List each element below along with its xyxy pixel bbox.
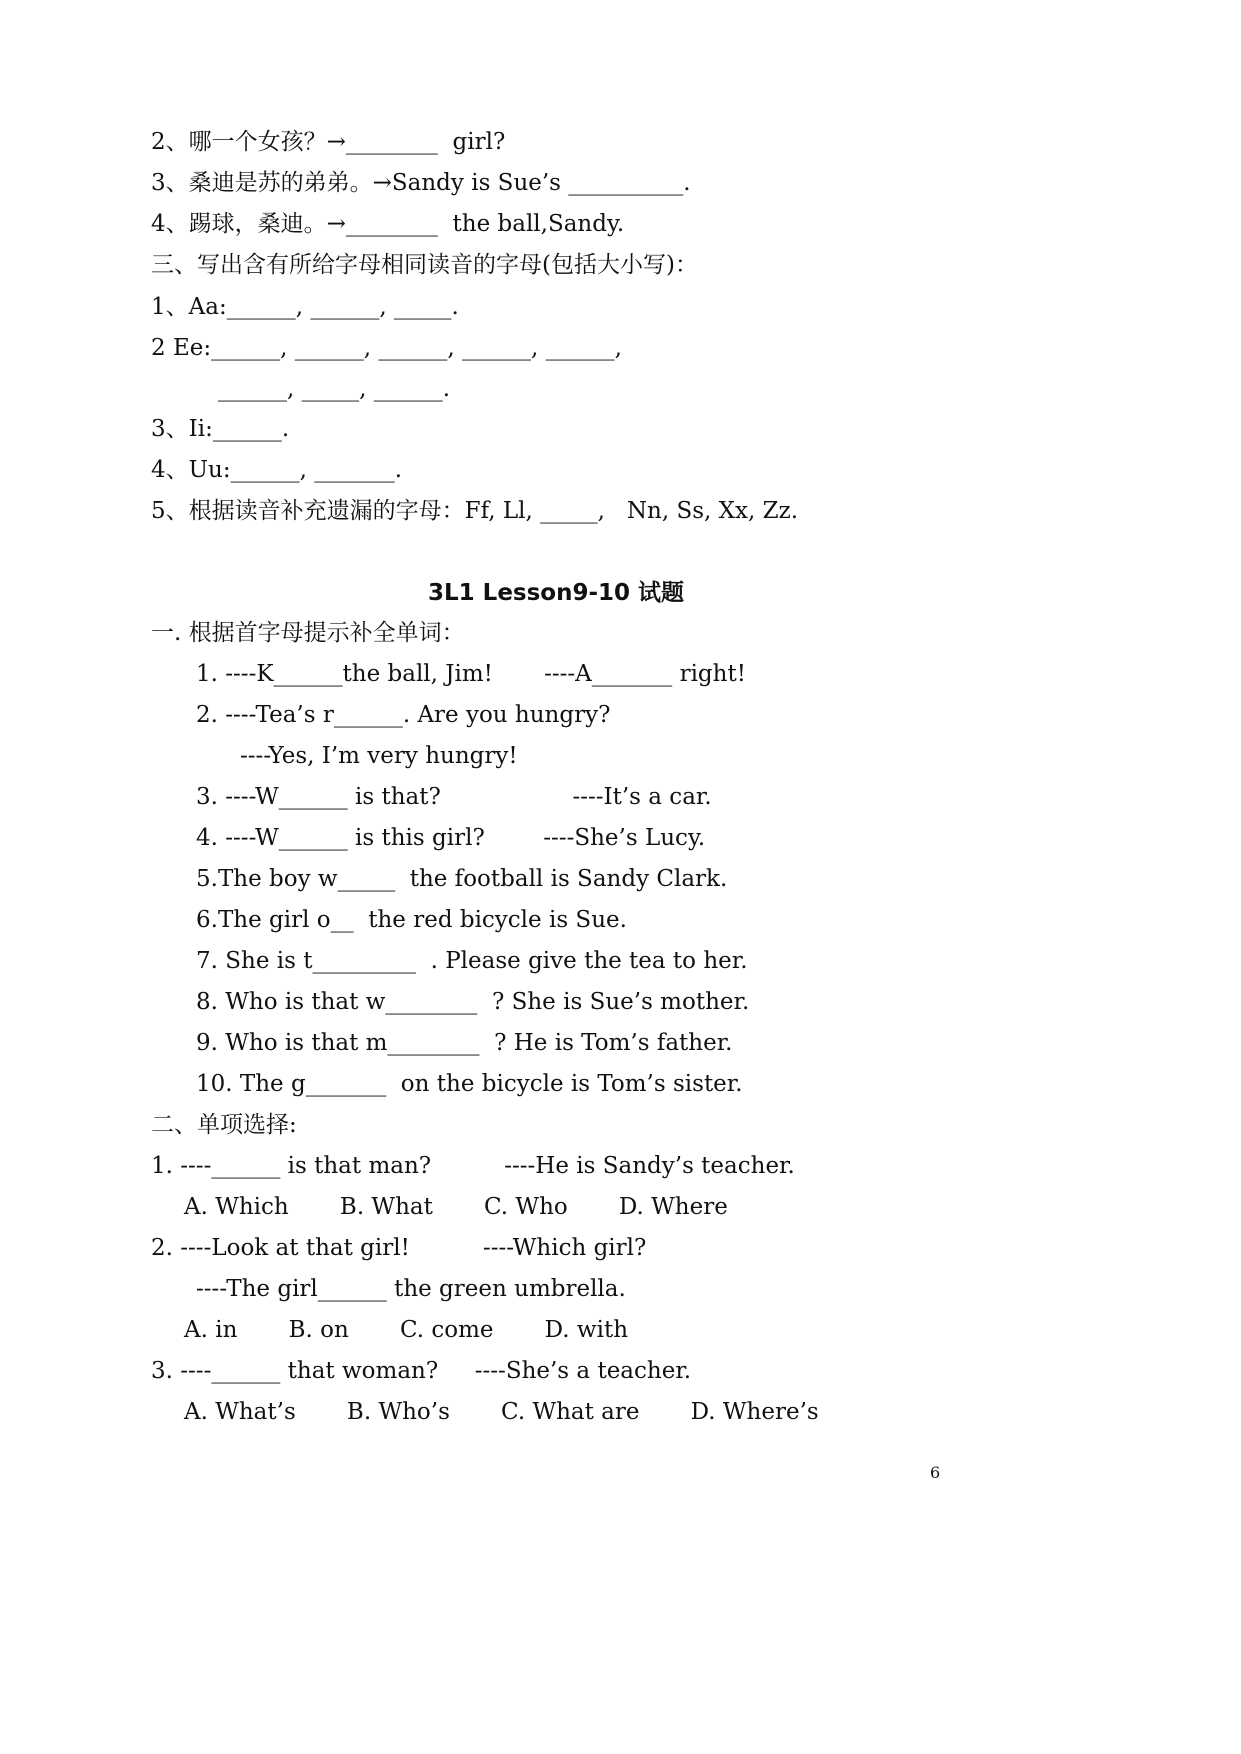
text-line: 4、Uu:______, _______. bbox=[151, 457, 403, 483]
section-title: 3L1 Lesson9-10 试题 bbox=[428, 580, 685, 606]
question-line: 10. The g_______ on the bicycle is Tom’s sister. bbox=[196, 1071, 743, 1097]
text-line: 4、踢球，桑迪。→________ the ball,Sandy. bbox=[151, 211, 625, 237]
question-line: 6.The girl o__ the red bicycle is Sue. bbox=[196, 907, 627, 933]
text-line: 3、Ii:______. bbox=[151, 416, 290, 442]
question-line: 8. Who is that w________ ? She is Sue’s mother. bbox=[196, 989, 750, 1015]
question-line: 1. ----K______the ball, Jim! ----A_______ right! bbox=[196, 661, 746, 687]
page-number: 6 bbox=[930, 1463, 941, 1482]
question-line: 5.The boy w_____ the football is Sandy Clark. bbox=[196, 866, 728, 892]
question-line: 9. Who is that m________ ? He is Tom’s father. bbox=[196, 1030, 733, 1056]
question-line: ----The girl______ the green umbrella. bbox=[196, 1276, 626, 1302]
options-line: A. What’s B. Who’s C. What are D. Where’s bbox=[184, 1399, 819, 1425]
section-heading: 一. 根据首字母提示补全单词： bbox=[151, 620, 465, 646]
question-line: 2. ----Tea’s r______. Are you hungry? bbox=[196, 702, 611, 728]
question-line: 3. ----W______ is that? ----It’s a car. bbox=[196, 784, 712, 810]
question-line: 3. ----______ that woman? ----She’s a teacher. bbox=[151, 1358, 692, 1384]
text-line: 1、Aa:______, ______, _____. bbox=[151, 294, 459, 320]
answer-line: ----Yes, I’m very hungry! bbox=[240, 743, 518, 769]
options-line: A. Which B. What C. Who D. Where bbox=[184, 1194, 728, 1220]
text-line: 2、哪一个女孩？→________ girl? bbox=[151, 129, 506, 155]
section-heading: 三、写出含有所给字母相同读音的字母(包括大小写)： bbox=[151, 252, 698, 278]
text-line: 5、根据读音补充遗漏的字母：Ff, Ll, _____, Nn, Ss, Xx, Zz. bbox=[151, 498, 799, 524]
text-line: 2 Ee:______, ______, ______, ______, ______, bbox=[151, 335, 622, 361]
question-line: 2. ----Look at that girl! ----Which girl? bbox=[151, 1235, 647, 1261]
section-heading: 二、单项选择: bbox=[151, 1112, 297, 1138]
question-line: 7. She is t_________ . Please give the tea to her. bbox=[196, 948, 748, 974]
question-line: 1. ----______ is that man? ----He is Sandy’s teacher. bbox=[151, 1153, 795, 1179]
text-line: ______, _____, ______. bbox=[218, 376, 451, 402]
text-line: 3、桑迪是苏的弟弟。→Sandy is Sue’s __________. bbox=[151, 170, 691, 196]
options-line: A. in B. on C. come D. with bbox=[184, 1317, 629, 1343]
question-line: 4. ----W______ is this girl? ----She’s Lucy. bbox=[196, 825, 706, 851]
